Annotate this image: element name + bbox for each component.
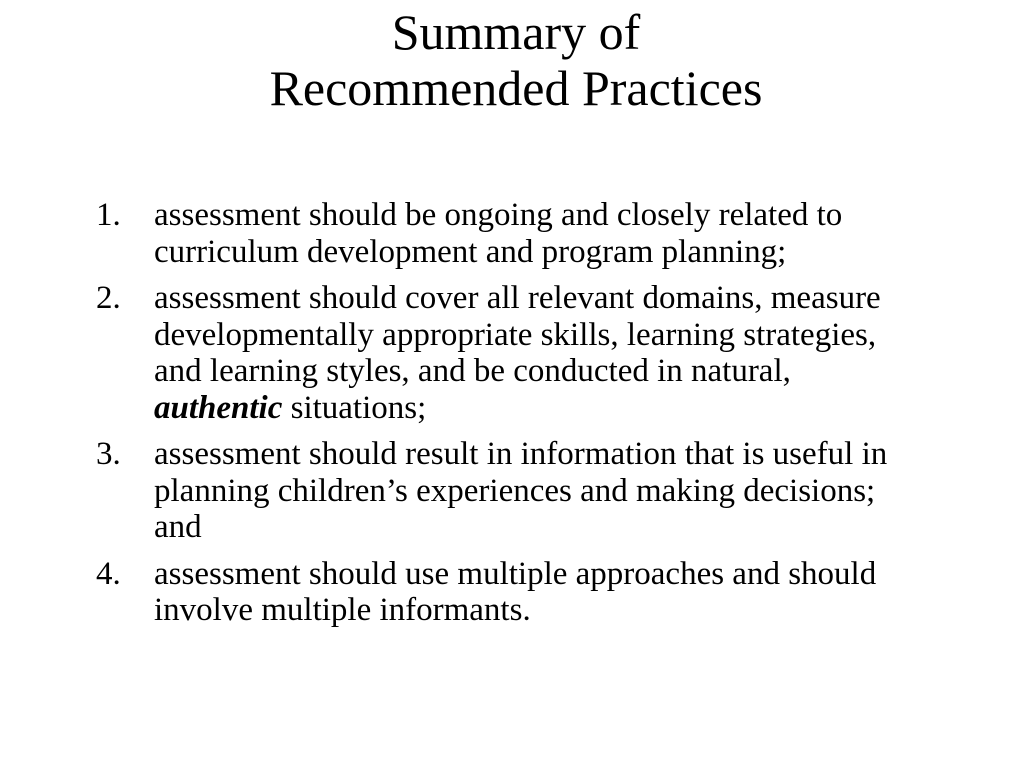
item-text-after: situations; bbox=[282, 389, 427, 426]
item-number: 1. bbox=[96, 197, 121, 233]
item-text: assessment should result in information that is useful in planning children’s experiences and making decisions; and bbox=[154, 436, 888, 545]
slide-title bbox=[0, 4, 1024, 116]
item-emphasis: authentic bbox=[154, 389, 283, 426]
item-number: 2. bbox=[96, 280, 121, 316]
list-item bbox=[96, 280, 926, 426]
item-text: assessment should cover all relevant domains, measure developmentally appropriate skills, learning strategies, and learning styles, and be conducted in natural, bbox=[154, 280, 881, 389]
title-line-2: Recommended Practices bbox=[269, 60, 763, 116]
list-item bbox=[96, 436, 926, 546]
item-text: assessment should use multiple approaches and should involve multiple informants. bbox=[154, 555, 877, 628]
item-number: 3. bbox=[96, 436, 121, 472]
list-item bbox=[96, 197, 926, 270]
practices-list bbox=[96, 197, 926, 639]
list-item bbox=[96, 556, 926, 629]
title-line-1: Summary of bbox=[391, 4, 641, 60]
item-number: 4. bbox=[96, 555, 121, 592]
item-text: assessment should be ongoing and closely related to curriculum development and program planning; bbox=[154, 197, 843, 270]
